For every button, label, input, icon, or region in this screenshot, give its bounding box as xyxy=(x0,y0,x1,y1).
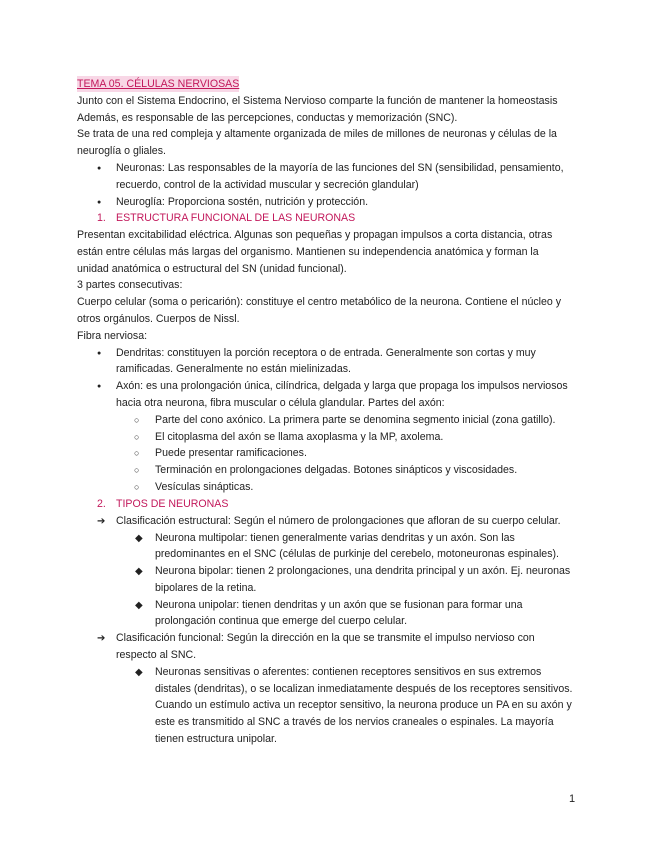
bullet-icon xyxy=(97,345,101,363)
list-item: Terminación en prolongaciones delgadas. Botones sinápticos y viscosidades. xyxy=(155,464,518,476)
paragraph-line: Cuerpo celular (soma o pericarión): constituye el centro metabólico de la neurona. Contiene el núcleo y xyxy=(77,296,562,308)
list-item: Neuronas sensitivas o aferentes: contienen receptores sensitivos en sus extremos xyxy=(155,666,542,678)
section-heading: TIPOS DE NEURONAS xyxy=(116,498,229,510)
list-item: Parte del cono axónico. La primera parte se denomina segmento inicial (zona gatillo). xyxy=(155,414,556,426)
list-item: Neurona multipolar: tienen generalmente varias dendritas y un axón. Son las xyxy=(155,532,515,544)
list-item: Neurona bipolar: tienen 2 prolongaciones, una dendrita principal y un axón. Ej. neuronas xyxy=(155,565,571,577)
section-number: 2. xyxy=(97,498,106,510)
diamond-bullet-icon xyxy=(135,530,143,547)
list-item: recuerdo, control de la actividad muscular y secreción glandular) xyxy=(116,179,419,191)
hollow-bullet-icon xyxy=(134,429,139,445)
hollow-bullet-icon xyxy=(134,462,139,478)
list-item: este es transmitido al SNC a través de los nervios craneales o espinales. La mayoría xyxy=(155,716,554,728)
list-item: distales (dendritas), o se localizan inmediatamente después de los receptores sensitivos. xyxy=(155,683,573,695)
hollow-bullet-icon xyxy=(134,412,139,428)
list-item: El citoplasma del axón se llama axoplasma y la MP, axolema. xyxy=(155,431,444,443)
diamond-bullet-icon xyxy=(135,664,143,681)
intro-line: Junto con el Sistema Endocrino, el Sistema Nervioso comparte la función de mantener la homeostasis xyxy=(77,95,558,107)
page-number: 1 xyxy=(569,793,576,805)
list-item: Neuroglía: Proporciona sostén, nutrición y protección. xyxy=(116,196,369,208)
paragraph-line: unidad anatómica o estructural del SN (unidad funcional). xyxy=(77,263,347,275)
paragraph-line: Fibra nerviosa: xyxy=(77,330,148,342)
list-item: Neurona unipolar: tienen dendritas y un axón que se fusionan para formar una xyxy=(155,599,523,611)
list-item: Cuando un estímulo activa un receptor sensitivo, la neurona produce un PA en su axón y xyxy=(155,699,572,711)
arrow-bullet-icon xyxy=(97,513,105,530)
section-heading: ESTRUCTURA FUNCIONAL DE LAS NEURONAS xyxy=(116,212,356,224)
intro-line: Además, es responsable de las percepciones, conductas y memorización (SNC). xyxy=(77,112,458,124)
list-item: Dendritas: constituyen la porción receptora o de entrada. Generalmente son cortas y muy xyxy=(116,347,536,359)
intro-line: neuroglía o gliales. xyxy=(77,145,166,157)
diamond-bullet-icon xyxy=(135,563,143,580)
section-number: 1. xyxy=(97,212,106,224)
list-item: Clasificación estructural: Según el número de prolongaciones que afloran de su cuerpo celular. xyxy=(116,515,561,527)
list-item: Puede presentar ramificaciones. xyxy=(155,447,307,459)
paragraph-line: 3 partes consecutivas: xyxy=(77,279,183,291)
list-item: bipolares de la retina. xyxy=(155,582,257,594)
page-title: TEMA 05. CÉLULAS NERVIOSAS xyxy=(77,78,240,90)
list-item: Clasificación funcional: Según la dirección en la que se transmite el impulso nervioso con xyxy=(116,632,535,644)
list-item: Vesículas sinápticas. xyxy=(155,481,254,493)
list-item: prolongación continua que emerge del cuerpo celular. xyxy=(155,615,408,627)
intro-line: Se trata de una red compleja y altamente organizada de miles de millones de neuronas y células de la xyxy=(77,128,557,140)
list-item: Axón: es una prolongación única, cilíndrica, delgada y larga que propaga los impulsos nerviosos xyxy=(116,380,568,392)
list-item: hacia otra neurona, fibra muscular o célula glandular. Partes del axón: xyxy=(116,397,445,409)
diamond-bullet-icon xyxy=(135,597,143,614)
arrow-bullet-icon xyxy=(97,630,105,647)
paragraph-line: están entre células más largas del organismo. Mantienen su independencia anatómica y forman la xyxy=(77,246,539,258)
list-item: tienen estructura unipolar. xyxy=(155,733,277,745)
list-item: respecto al SNC. xyxy=(116,649,197,661)
bullet-icon xyxy=(97,378,101,396)
hollow-bullet-icon xyxy=(134,445,139,461)
list-item: Neuronas: Las responsables de la mayoría de las funciones del SN (sensibilidad, pensamiento, xyxy=(116,162,564,174)
bullet-icon xyxy=(97,160,101,178)
paragraph-line: otros orgánulos. Cuerpos de Nissl. xyxy=(77,313,240,325)
list-item: ramificadas. Generalmente no están mielinizadas. xyxy=(116,363,351,375)
paragraph-line: Presentan excitabilidad eléctrica. Algunas son pequeñas y propagan impulsos a corta distancia, otras xyxy=(77,229,553,241)
hollow-bullet-icon xyxy=(134,479,139,495)
list-item: predominantes en el SNC (células de purkinje del cerebelo, motoneuronas espinales). xyxy=(155,548,559,560)
